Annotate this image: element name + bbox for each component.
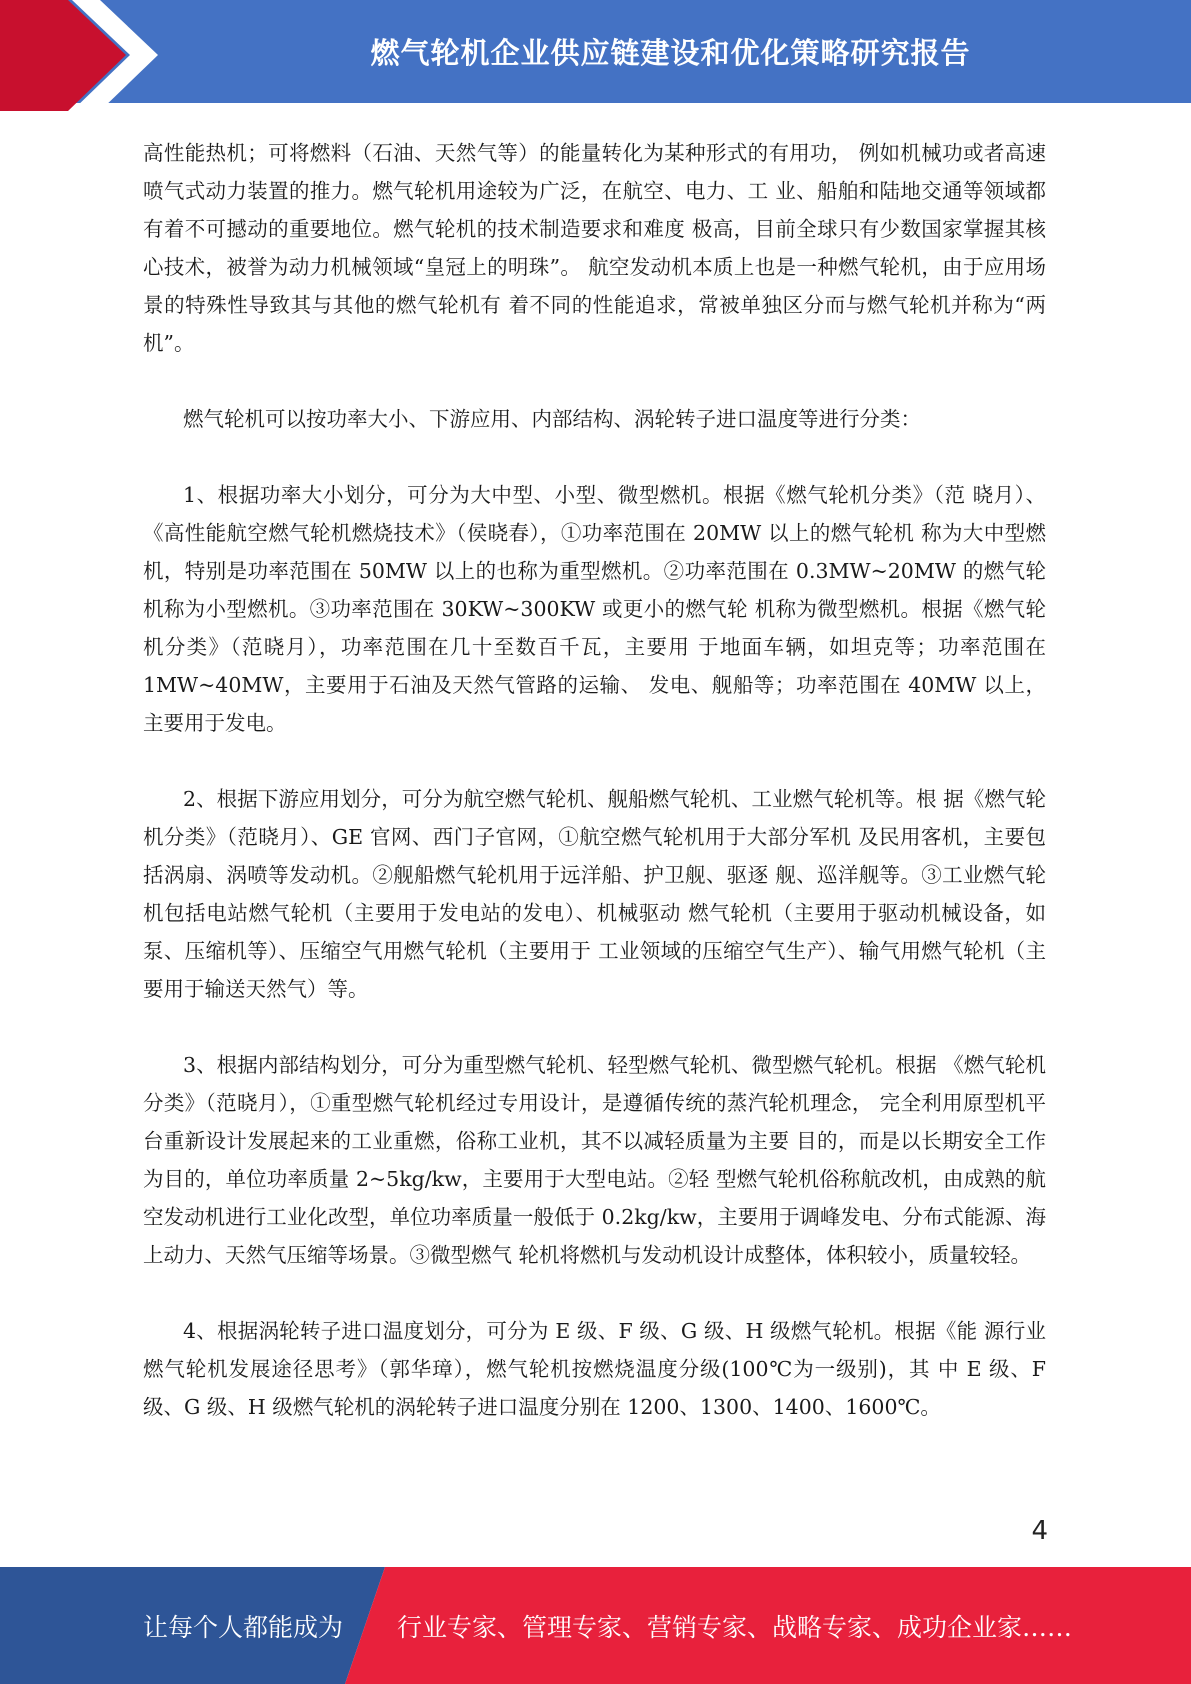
paragraph-temperature-classification: 4、根据涡轮转子进口温度划分，可分为 E 级、F 级、G 级、H 级燃气轮机。根据《能 源行业燃气轮机发展途径思考》（郭华璋），燃气轮机按燃烧温度分级(100℃为一级别)，其 中 E 级、F 级、G 级、H 级燃气轮机的涡轮转子进口温度分别在 1200、1300、1400、1600℃。	[143, 1319, 1046, 1419]
paragraph-classification-intro: 燃气轮机可以按功率大小、下游应用、内部结构、涡轮转子进口温度等进行分类：	[183, 407, 921, 431]
paragraph-power-classification: 1、根据功率大小划分，可分为大中型、小型、微型燃机。根据《燃气轮机分类》（范 晓月）、《高性能航空燃气轮机燃烧技术》（侯晓春），①功率范围在 20MW 以上的燃气轮机 称为大中型燃机，特别是功率范围在 50MW 以上的也称为重型燃机。②功率范围在 0.3MW~20MW 的燃气轮机称为小型燃机。③功率范围在 30KW~300KW 或更小的燃气轮 机称为微型燃机。根据《燃气轮机分类》（范晓月），功率范围在几十至数百千瓦，主要用 于地面车辆，如坦克等；功率范围在 1MW~40MW，主要用于石油及天然气管路的运输、 发电、舰船等；功率范围在 40MW 以上，主要用于发电。	[143, 483, 1046, 735]
paragraph-application-classification: 2、根据下游应用划分，可分为航空燃气轮机、舰船燃气轮机、工业燃气轮机等。根 据《燃气轮机分类》（范晓月）、GE 官网、西门子官网，①航空燃气轮机用于大部分军机 及民用客机，主要包括涡扇、涡喷等发动机。②舰船燃气轮机用于远洋船、护卫舰、驱逐 舰、巡洋舰等。③工业燃气轮机包括电站燃气轮机（主要用于发电站的发电）、机械驱动 燃气轮机（主要用于驱动机械设备，如泵、压缩机等）、压缩空气用燃气轮机（主要用于 工业领域的压缩空气生产）、输气用燃气轮机（主要用于输送天然气）等。	[143, 787, 1046, 1001]
page-number: 4	[1031, 1516, 1048, 1546]
footer-slogan-left: 让每个人都能成为	[143, 1612, 344, 1642]
page-header	[0, 0, 1191, 111]
page-content	[143, 134, 1046, 1464]
report-title: 燃气轮机企业供应链建设和优化策略研究报告	[370, 36, 971, 70]
paragraph-intro: 高性能热机；可将燃料（石油、天然气等）的能量转化为某种形式的有用功， 例如机械功或者高速喷气式动力装置的推力。燃气轮机用途较为广泛，在航空、电力、工 业、船舶和陆地交通等领域都有着不可撼动的重要地位。燃气轮机的技术制造要求和难度 极高，目前全球只有少数国家掌握其核心技术，被誉为动力机械领域“皇冠上的明珠”。 航空发动机本质上也是一种燃气轮机，由于应用场景的特殊性导致其与其他的燃气轮机有 着不同的性能追求，常被单独区分而与燃气轮机并称为“两机”。	[143, 141, 1046, 355]
footer-slogan-right: 行业专家、管理专家、营销专家、战略专家、成功企业家……	[397, 1612, 1073, 1642]
page-footer	[0, 1567, 1191, 1684]
paragraph-structure-classification: 3、根据内部结构划分，可分为重型燃气轮机、轻型燃气轮机、微型燃气轮机。根据 《燃气轮机分类》（范晓月），①重型燃气轮机经过专用设计，是遵循传统的蒸汽轮机理念， 完全利用原型机平台重新设计发展起来的工业重燃，俗称工业机，其不以减轻质量为主要 目的，而是以长期安全工作为目的，单位功率质量 2~5kg/kw，主要用于大型电站。②轻 型燃气轮机俗称航改机，由成熟的航空发动机进行工业化改型，单位功率质量一般低于 0.2kg/kw，主要用于调峰发电、分布式能源、海上动力、天然气压缩等场景。③微型燃气 轮机将燃机与发动机设计成整体，体积较小，质量较轻。	[143, 1053, 1046, 1267]
